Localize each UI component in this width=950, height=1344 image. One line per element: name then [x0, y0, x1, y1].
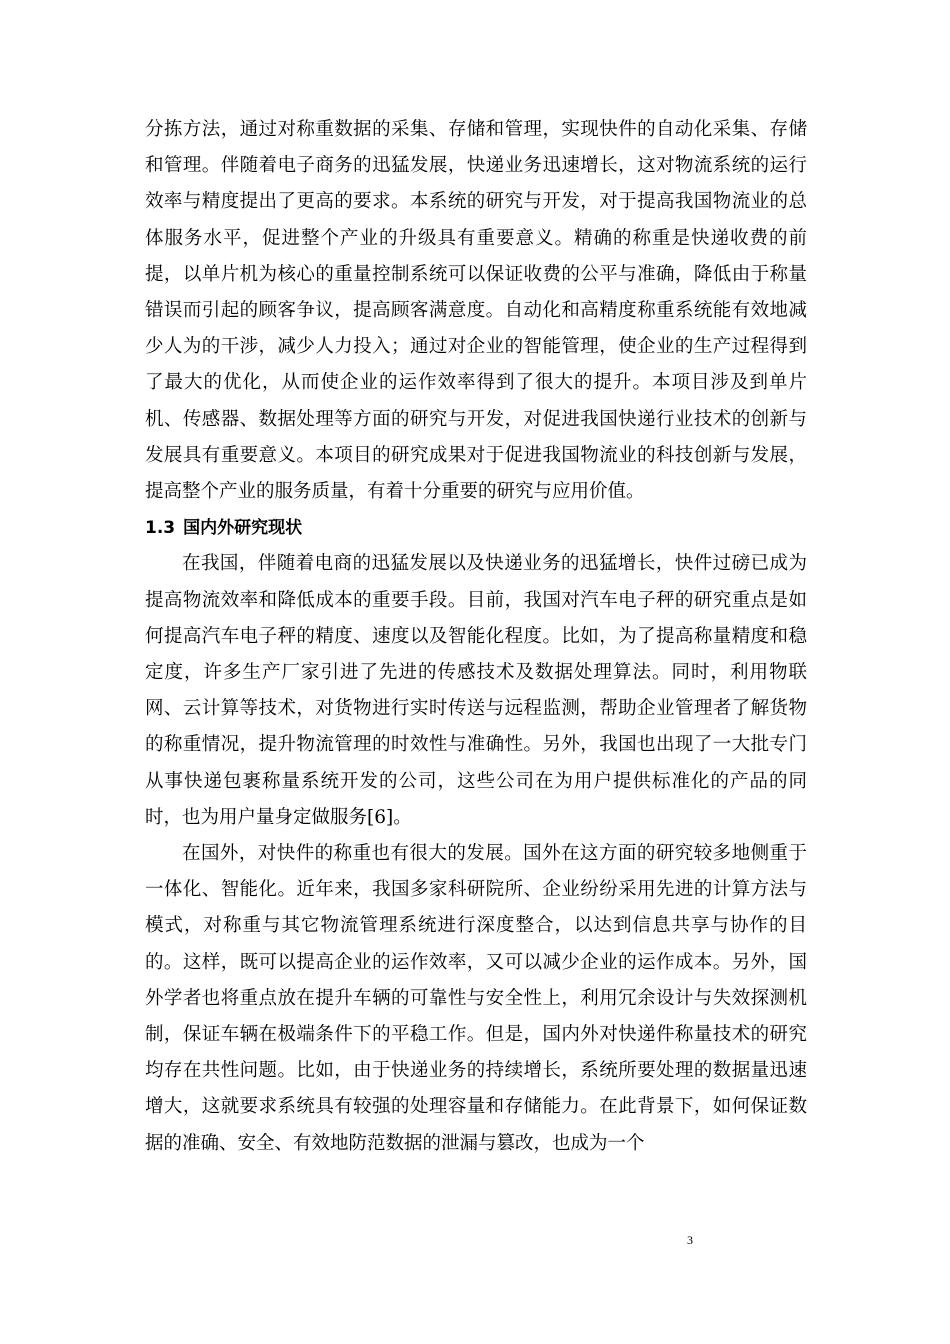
paragraph-foreign-research: 在国外，对快件的称重也有很大的发展。国外在这方面的研究较多地侧重于一体化、智能化。近年来，我国多家科研院所、企业纷纷采用先进的计算方法与模式，对称重与其它物流管理系统进行深度整合，以达到信息共享与协作的目的。这样，既可以提高企业的运作效率，又可以减少企业的运作成本。另外，国外学者也将重点放在提升车辆的可靠性与安全性上，利用冗余设计与失效探测机制，保证车辆在极端条件下的平稳工作。但是，国内外对快递件称量技术的研究均存在共性问题。比如，由于快递业务的持续增长，系统所要处理的数据量迅速增大，这就要求系统具有较强的处理容量和存储能力。在此背景下，如何保证数据的准确、安全、有效地防范数据的泄漏与篡改，也成为一个 — [145, 843, 807, 1154]
page-body — [145, 112, 807, 1162]
section-number: 1.3 — [145, 518, 176, 539]
page-number: 3 — [687, 1233, 693, 1247]
paragraph-continued: 分拣方法，通过对称重数据的采集、存储和管理，实现快件的自动化采集、存储和管理。伴随着电子商务的迅猛发展，快递业务迅速增长，这对物流系统的运行效率与精度提出了更高的要求。本系统的研究与开发，对于提高我国物流业的总体服务水平，促进整个产业的升级具有重要意义。精确的称重是快递收费的前提，以单片机为核心的重量控制系统可以保证收费的公平与准确，降低由于称量错误而引起的顾客争议，提高顾客满意度。自动化和高精度称重系统能有效地减少人为的干涉，减少人力投入；通过对企业的智能管理，使企业的生产过程得到了最大的优化，从而使企业的运作效率得到了很大的提升。本项目涉及到单片机、传感器、数据处理等方面的研究与开发，对促进我国快递行业技术的创新与发展具有重要意义。本项目的研究成果对于促进我国物流业的科技创新与发展，提高整个产业的服务质量，有着十分重要的研究与应用价值。 — [145, 119, 807, 503]
section-heading — [145, 510, 807, 546]
section-title: 国内外研究现状 — [183, 518, 303, 539]
paragraph-domestic-research: 在我国，伴随着电商的迅猛发展以及快递业务的迅猛增长，快件过磅已成为提高物流效率和降低成本的重要手段。目前，我国对汽车电子秤的研究重点是如何提高汽车电子秤的精度、速度以及智能化程度。比如，为了提高称量精度和稳定度，许多生产厂家引进了先进的传感技术及数据处理算法。同时，利用物联网、云计算等技术，对货物进行实时传送与远程监测，帮助企业管理者了解货物的称重情况，提升物流管理的时效性与准确性。另外，我国也出现了一大批专门从事快递包裹称量系统开发的公司，这些公司在为用户提供标准化的产品的同时，也为用户量身定做服务[6]。 — [145, 553, 807, 828]
